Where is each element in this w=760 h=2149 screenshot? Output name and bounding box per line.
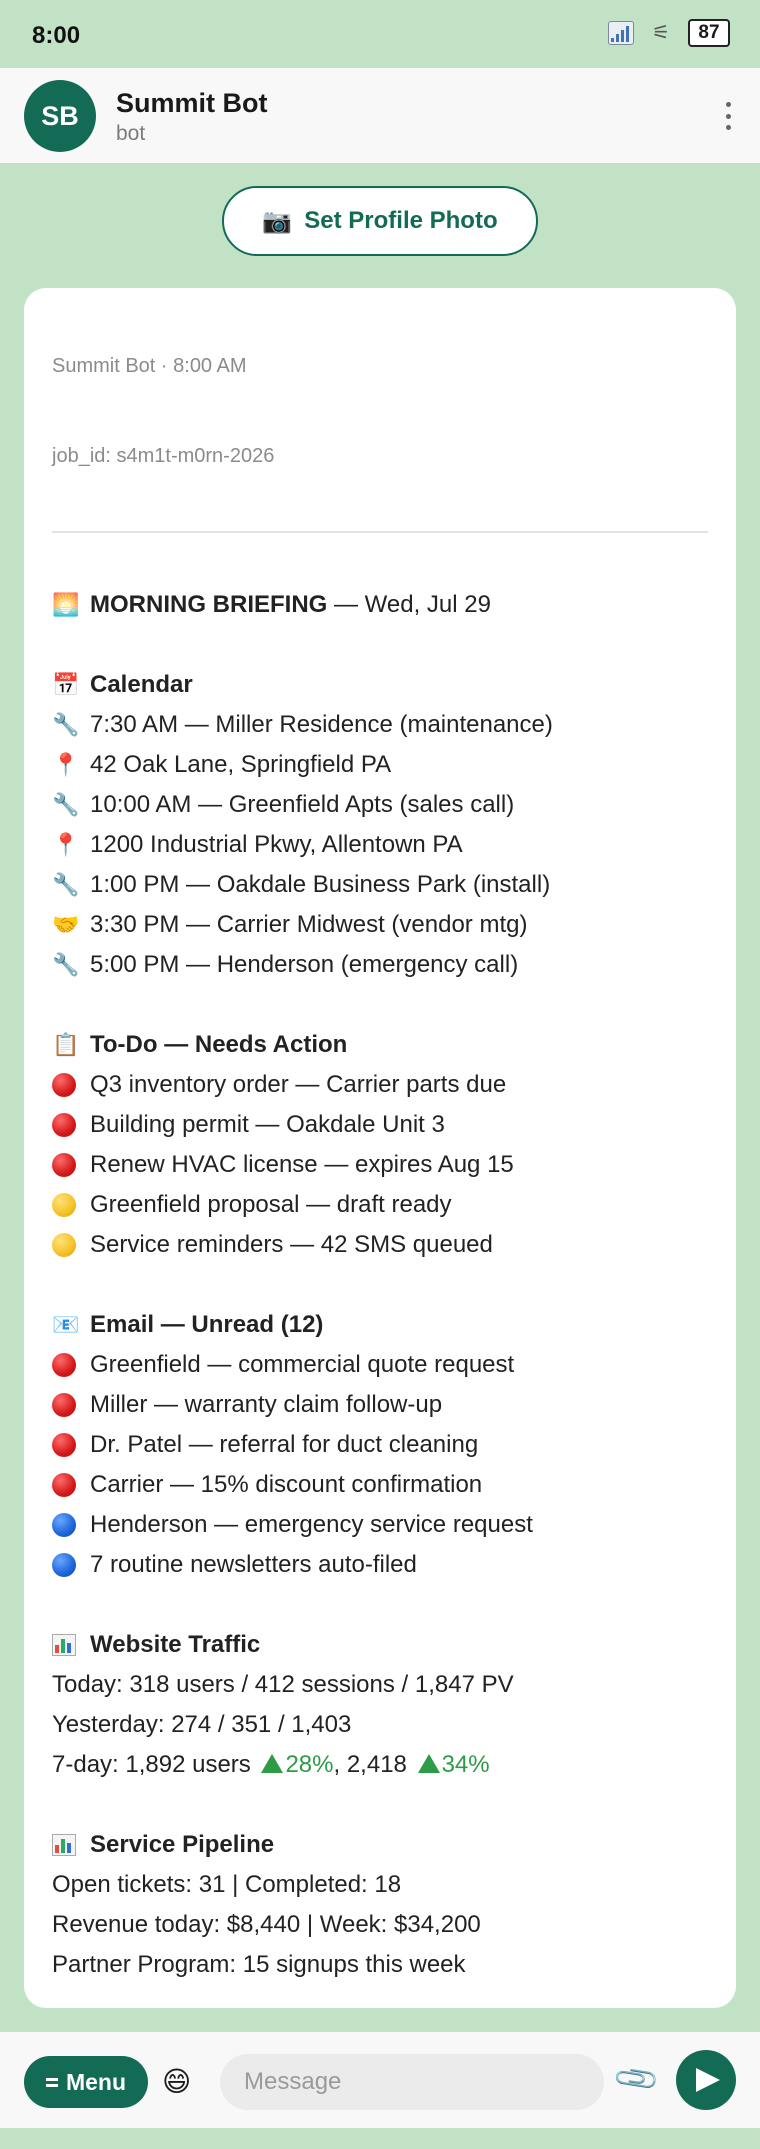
set-profile-photo-button[interactable] (222, 186, 538, 256)
list-item (52, 785, 722, 825)
calendar-icon: 📅 (52, 672, 80, 697)
compose-bar (0, 2032, 760, 2128)
list-item (52, 1345, 722, 1385)
send-button[interactable] (676, 2050, 736, 2110)
list-item (52, 1425, 722, 1465)
users-change: 28% (285, 1751, 334, 1778)
pin-icon: 📍 (52, 832, 80, 857)
email-list (52, 1345, 722, 1585)
bar-chart-icon (52, 1834, 90, 1856)
envelope-icon: 📧 (52, 1312, 80, 1337)
list-item-text: 7:30 AM — Miller Residence (maintenance) (90, 711, 553, 738)
red-circle-icon (52, 1113, 76, 1137)
todo-list (52, 1065, 722, 1265)
list-item-text: 1200 Industrial Pkwy, Allentown PA (90, 831, 463, 858)
red-circle-icon (52, 1353, 76, 1377)
message-input[interactable] (220, 2054, 604, 2110)
divider (52, 531, 708, 533)
list-item (52, 1145, 722, 1185)
list-item (52, 745, 722, 785)
calendar-heading-row (52, 665, 722, 705)
emoji-icon[interactable]: 😄 (162, 2066, 192, 2097)
traffic-heading-row (52, 1625, 722, 1665)
list-item (52, 945, 722, 985)
email-heading: Email — Unread (12) (90, 1311, 324, 1338)
more-options-icon[interactable] (718, 96, 738, 136)
list-item-text: Building permit — Oakdale Unit 3 (90, 1111, 445, 1138)
blue-circle-icon (52, 1513, 76, 1537)
pipeline-heading: Service Pipeline (90, 1831, 275, 1858)
status-bar (0, 0, 760, 68)
chat-subtitle: bot (116, 122, 146, 145)
red-circle-icon (52, 1153, 76, 1177)
list-item (52, 1385, 722, 1425)
email-heading-row (52, 1305, 722, 1345)
todo-heading-row (52, 1025, 722, 1065)
up-arrow-icon (418, 1754, 440, 1773)
avatar[interactable]: SB (24, 80, 96, 152)
wrench-icon: 🔧 (52, 792, 80, 817)
list-item (52, 1065, 722, 1105)
red-circle-icon (52, 1073, 76, 1097)
list-item-text: Q3 inventory order — Carrier parts due (90, 1071, 507, 1098)
pipeline-heading-row (52, 1825, 722, 1865)
list-item-text: 5:00 PM — Henderson (emergency call) (90, 951, 519, 978)
list-item (52, 1545, 722, 1585)
list-item (52, 905, 722, 945)
list-item-text: Dr. Patel — referral for duct cleaning (90, 1431, 479, 1458)
blue-circle-icon (52, 1553, 76, 1577)
todo-heading: To-Do — Needs Action (90, 1031, 348, 1058)
briefing-content (52, 585, 722, 1985)
bar-chart-icon (52, 1634, 90, 1656)
pin-icon: 📍 (52, 752, 80, 777)
battery-indicator: 87 (688, 19, 730, 47)
list-item (52, 1505, 722, 1545)
red-circle-icon (52, 1393, 76, 1417)
list-item-text: 7 routine newsletters auto-filed (90, 1551, 417, 1578)
camera-icon: 📷 (262, 207, 293, 235)
list-item-text: Renew HVAC license — expires Aug 15 (90, 1151, 514, 1178)
pipeline-line: Partner Program: 15 signups this week (52, 1951, 466, 1978)
list-item-text: 10:00 AM — Greenfield Apts (sales call) (90, 791, 515, 818)
list-item (52, 1225, 722, 1265)
red-circle-icon (52, 1433, 76, 1457)
list-item-text: 42 Oak Lane, Springfield PA (90, 751, 392, 778)
yellow-circle-icon (52, 1233, 76, 1257)
red-circle-icon (52, 1473, 76, 1497)
traffic-yesterday: Yesterday: 274 / 351 / 1,403 (52, 1711, 352, 1738)
briefing-title-row (52, 585, 722, 625)
message-sender-time: Summit Bot · 8:00 AM (52, 355, 247, 377)
handshake-icon: 🤝 (52, 912, 80, 937)
briefing-title: MORNING BRIEFING (90, 591, 328, 618)
signal-icon (608, 21, 634, 45)
list-item-text: Greenfield proposal — draft ready (90, 1191, 452, 1218)
chat-header (0, 68, 760, 164)
list-item (52, 1185, 722, 1225)
list-item (52, 825, 722, 865)
list-item-text: 1:00 PM — Oakdale Business Park (install) (90, 871, 551, 898)
list-item (52, 705, 722, 745)
list-item-text: Service reminders — 42 SMS queued (90, 1231, 493, 1258)
wifi-off-icon: ⚟ (652, 22, 670, 44)
list-item-text: 3:30 PM — Carrier Midwest (vendor mtg) (90, 911, 528, 938)
wrench-icon: 🔧 (52, 952, 80, 977)
send-icon (696, 2068, 720, 2092)
briefing-date: — Wed, Jul 29 (327, 591, 491, 618)
message-job-id: job_id: s4m1t-m0rn-2026 (52, 445, 275, 467)
status-icons (608, 19, 730, 47)
pipeline-line: Open tickets: 31 | Completed: 18 (52, 1871, 402, 1898)
menu-icon (46, 2078, 58, 2087)
wrench-icon: 🔧 (52, 872, 80, 897)
yellow-circle-icon (52, 1193, 76, 1217)
attach-icon[interactable]: 📎 (611, 2054, 662, 2105)
pipeline-line: Revenue today: $8,440 | Week: $34,200 (52, 1911, 481, 1938)
pv-change: 34% (441, 1751, 490, 1778)
menu-button[interactable]: Menu (24, 2056, 148, 2108)
wrench-icon: 🔧 (52, 712, 80, 737)
list-item-text: Greenfield — commercial quote request (90, 1351, 515, 1378)
status-time: 8:00 (32, 22, 81, 49)
list-item-text: Miller — warranty claim follow-up (90, 1391, 443, 1418)
list-item (52, 865, 722, 905)
calendar-list (52, 705, 722, 985)
up-arrow-icon (261, 1754, 283, 1773)
list-item-text: Carrier — 15% discount confirmation (90, 1471, 483, 1498)
list-item-text: Henderson — emergency service request (90, 1511, 533, 1538)
traffic-heading: Website Traffic (90, 1631, 261, 1658)
calendar-heading: Calendar (90, 671, 193, 698)
sunrise-icon: 🌅 (52, 592, 80, 617)
set-profile-photo-label: Set Profile Photo (304, 207, 498, 234)
clipboard-icon: 📋 (52, 1032, 80, 1057)
traffic-week: 7-day: 1,892 users 28% , 2,418 34% (52, 1745, 722, 1785)
chat-title[interactable]: Summit Bot (116, 88, 268, 118)
list-item (52, 1105, 722, 1145)
traffic-today: Today: 318 users / 412 sessions / 1,847 PV (52, 1671, 514, 1698)
list-item (52, 1465, 722, 1505)
